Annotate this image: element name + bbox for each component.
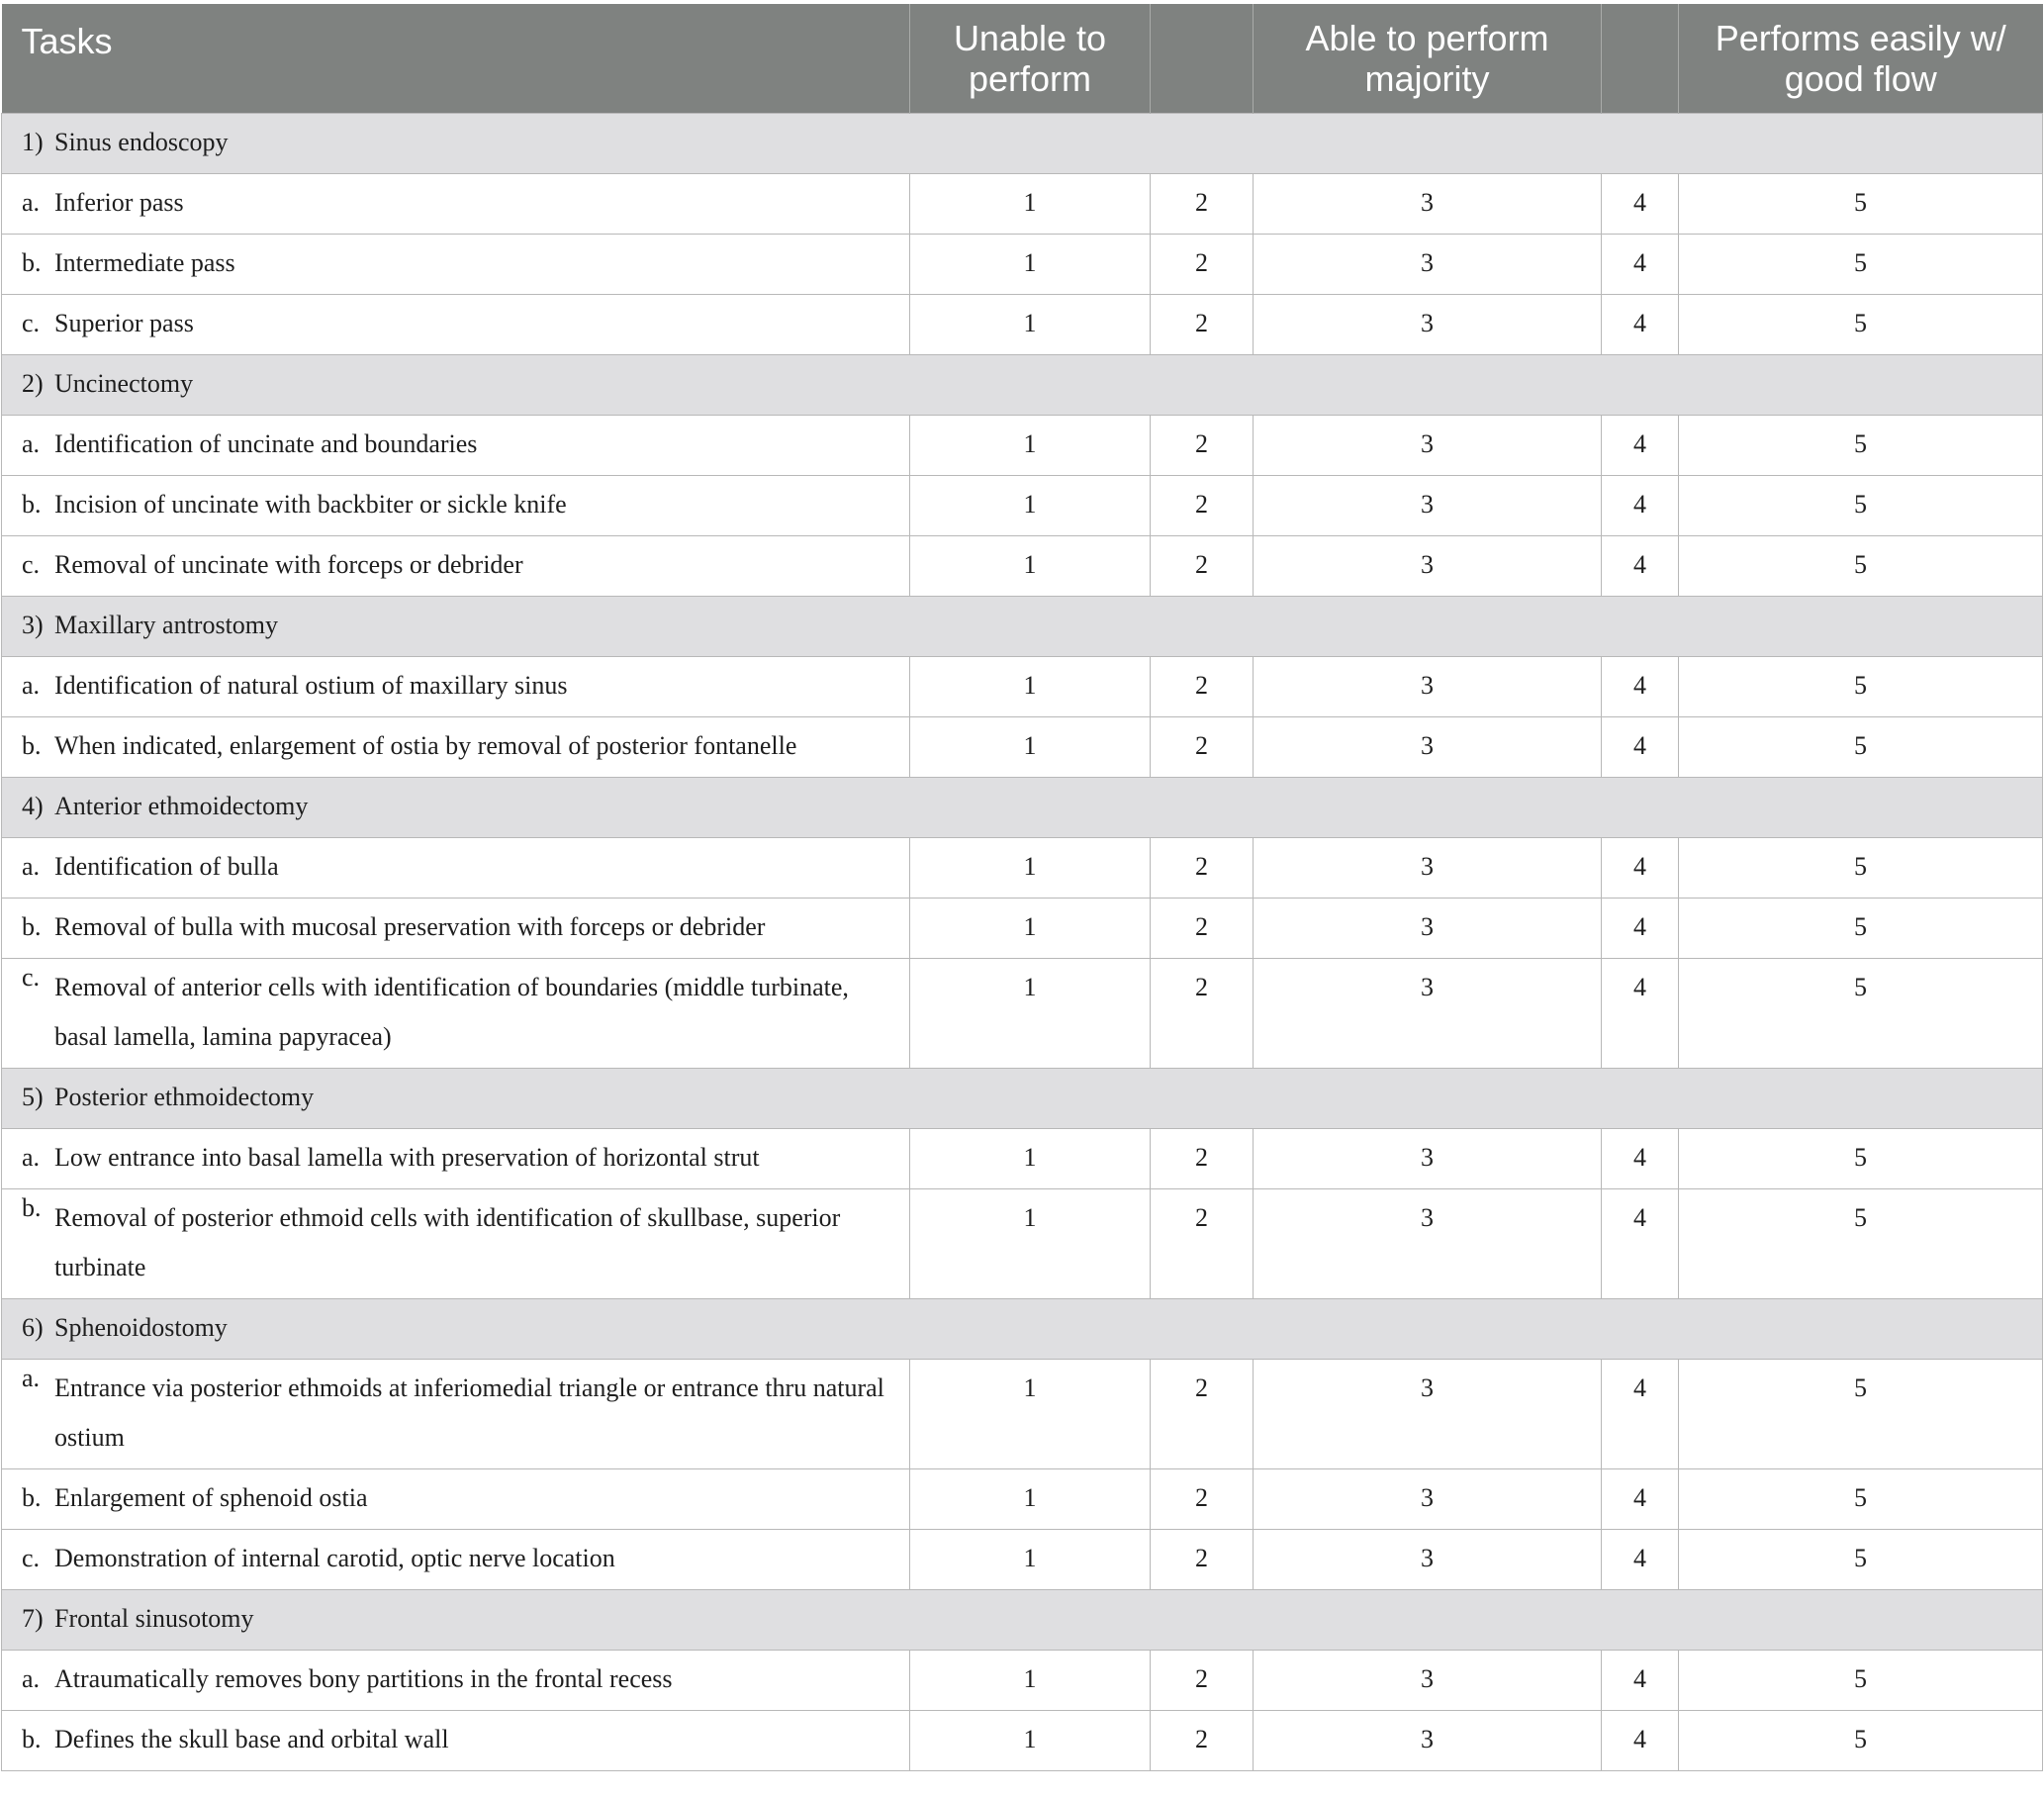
task-letter: b. <box>22 489 42 519</box>
score-1: 1 <box>910 535 1151 596</box>
table-row <box>2 173 2043 234</box>
task-cell <box>2 294 910 354</box>
task-description: Removal of bulla with mucosal preservation with forceps or debrider <box>54 911 766 941</box>
task-description: Identification of bulla <box>54 851 279 881</box>
score-2: 2 <box>1151 173 1254 234</box>
score-1: 1 <box>910 1128 1151 1188</box>
section-title <box>2 113 2043 173</box>
section-label: Posterior ethmoidectomy <box>54 1082 315 1111</box>
task-description: Inferior pass <box>54 187 184 217</box>
score-4: 4 <box>1602 1128 1679 1188</box>
score-3: 3 <box>1254 837 1602 898</box>
task-letter: b. <box>22 911 42 941</box>
table-row <box>2 898 2043 958</box>
table-row <box>2 716 2043 777</box>
table-row <box>2 1128 2043 1188</box>
score-2: 2 <box>1151 1468 1254 1529</box>
task-letter: a. <box>22 851 41 881</box>
section-label: Sphenoidostomy <box>54 1312 228 1342</box>
table-row <box>2 1468 2043 1529</box>
task-cell <box>2 415 910 475</box>
section-row <box>2 1298 2043 1359</box>
table-row <box>2 415 2043 475</box>
task-letter: a. <box>22 1363 41 1392</box>
score-5: 5 <box>1679 656 2043 716</box>
score-4: 4 <box>1602 716 1679 777</box>
task-description: Low entrance into basal lamella with preservation of horizontal strut <box>54 1142 760 1172</box>
header-scale-1: Unable to perform <box>910 4 1151 113</box>
score-1: 1 <box>910 294 1151 354</box>
score-2: 2 <box>1151 958 1254 1068</box>
score-1: 1 <box>910 958 1151 1068</box>
score-4: 4 <box>1602 1359 1679 1468</box>
task-cell <box>2 475 910 535</box>
section-label: Sinus endoscopy <box>54 127 229 156</box>
header-scale-3: Able to perform majority <box>1254 4 1602 113</box>
header-scale-4 <box>1602 4 1679 113</box>
task-description: Removal of anterior cells with identification of boundaries (middle turbinate, basal lamella, lamina papyracea) <box>54 972 849 1051</box>
score-5: 5 <box>1679 716 2043 777</box>
section-title <box>2 354 2043 415</box>
score-1: 1 <box>910 1188 1151 1298</box>
table-header <box>2 4 2043 113</box>
task-description: Intermediate pass <box>54 247 235 277</box>
section-title <box>2 777 2043 837</box>
score-3: 3 <box>1254 716 1602 777</box>
task-cell <box>2 234 910 294</box>
score-1: 1 <box>910 173 1151 234</box>
table-row <box>2 475 2043 535</box>
score-4: 4 <box>1602 475 1679 535</box>
task-cell <box>2 1529 910 1589</box>
header-scale-2 <box>1151 4 1254 113</box>
score-2: 2 <box>1151 535 1254 596</box>
task-letter: b. <box>22 1724 42 1753</box>
score-2: 2 <box>1151 1710 1254 1770</box>
score-2: 2 <box>1151 234 1254 294</box>
task-description: Demonstration of internal carotid, optic nerve location <box>54 1543 615 1572</box>
score-5: 5 <box>1679 1529 2043 1589</box>
section-row <box>2 1068 2043 1128</box>
task-cell <box>2 173 910 234</box>
table-row <box>2 1529 2043 1589</box>
section-title <box>2 596 2043 656</box>
task-letter: c. <box>22 308 41 337</box>
header-row <box>2 4 2043 113</box>
table-row <box>2 1359 2043 1468</box>
table-row <box>2 1650 2043 1710</box>
task-description: When indicated, enlargement of ostia by removal of posterior fontanelle <box>54 730 797 760</box>
score-4: 4 <box>1602 173 1679 234</box>
score-5: 5 <box>1679 415 2043 475</box>
table-row <box>2 535 2043 596</box>
score-4: 4 <box>1602 1650 1679 1710</box>
score-4: 4 <box>1602 1529 1679 1589</box>
section-row <box>2 596 2043 656</box>
table-row <box>2 294 2043 354</box>
score-4: 4 <box>1602 958 1679 1068</box>
task-letter: b. <box>22 1482 42 1512</box>
task-cell <box>2 535 910 596</box>
section-label: Frontal sinusotomy <box>54 1603 254 1633</box>
task-letter: c. <box>22 962 41 992</box>
score-4: 4 <box>1602 535 1679 596</box>
score-2: 2 <box>1151 475 1254 535</box>
task-letter: c. <box>22 549 41 579</box>
section-number: 4) <box>22 791 44 820</box>
task-letter: b. <box>22 247 42 277</box>
score-2: 2 <box>1151 1529 1254 1589</box>
task-description: Identification of natural ostium of maxillary sinus <box>54 670 568 700</box>
section-number: 7) <box>22 1603 44 1633</box>
task-letter: b. <box>22 1192 42 1222</box>
task-cell <box>2 656 910 716</box>
score-2: 2 <box>1151 1359 1254 1468</box>
score-1: 1 <box>910 1529 1151 1589</box>
score-3: 3 <box>1254 415 1602 475</box>
score-4: 4 <box>1602 1188 1679 1298</box>
score-4: 4 <box>1602 234 1679 294</box>
score-2: 2 <box>1151 898 1254 958</box>
score-4: 4 <box>1602 294 1679 354</box>
header-scale-5: Performs easily w/ good flow <box>1679 4 2043 113</box>
task-cell <box>2 958 910 1068</box>
score-4: 4 <box>1602 1710 1679 1770</box>
task-letter: c. <box>22 1543 41 1572</box>
section-number: 2) <box>22 368 44 398</box>
score-3: 3 <box>1254 656 1602 716</box>
task-letter: a. <box>22 428 41 458</box>
score-2: 2 <box>1151 716 1254 777</box>
score-2: 2 <box>1151 1128 1254 1188</box>
table-row <box>2 958 2043 1068</box>
task-cell <box>2 1650 910 1710</box>
task-description: Identification of uncinate and boundaries <box>54 428 478 458</box>
task-description: Atraumatically removes bony partitions in the frontal recess <box>54 1663 673 1693</box>
task-cell <box>2 1128 910 1188</box>
score-1: 1 <box>910 415 1151 475</box>
score-5: 5 <box>1679 1468 2043 1529</box>
section-label: Anterior ethmoidectomy <box>54 791 309 820</box>
task-cell <box>2 837 910 898</box>
score-5: 5 <box>1679 1128 2043 1188</box>
score-5: 5 <box>1679 173 2043 234</box>
score-4: 4 <box>1602 837 1679 898</box>
score-5: 5 <box>1679 1650 2043 1710</box>
score-1: 1 <box>910 837 1151 898</box>
score-5: 5 <box>1679 1359 2043 1468</box>
score-1: 1 <box>910 234 1151 294</box>
score-2: 2 <box>1151 415 1254 475</box>
task-description: Defines the skull base and orbital wall <box>54 1724 449 1753</box>
section-label: Uncinectomy <box>54 368 194 398</box>
section-title <box>2 1589 2043 1650</box>
task-cell <box>2 1188 910 1298</box>
score-5: 5 <box>1679 958 2043 1068</box>
section-row <box>2 1589 2043 1650</box>
section-number: 3) <box>22 610 44 639</box>
task-cell <box>2 1710 910 1770</box>
score-2: 2 <box>1151 656 1254 716</box>
task-letter: a. <box>22 670 41 700</box>
table-row <box>2 1188 2043 1298</box>
score-4: 4 <box>1602 1468 1679 1529</box>
score-1: 1 <box>910 1650 1151 1710</box>
score-5: 5 <box>1679 294 2043 354</box>
score-4: 4 <box>1602 898 1679 958</box>
task-letter: b. <box>22 730 42 760</box>
score-3: 3 <box>1254 1359 1602 1468</box>
score-3: 3 <box>1254 958 1602 1068</box>
score-3: 3 <box>1254 173 1602 234</box>
score-5: 5 <box>1679 535 2043 596</box>
score-5: 5 <box>1679 898 2043 958</box>
score-2: 2 <box>1151 1650 1254 1710</box>
score-3: 3 <box>1254 1650 1602 1710</box>
section-label: Maxillary antrostomy <box>54 610 279 639</box>
score-5: 5 <box>1679 1710 2043 1770</box>
score-3: 3 <box>1254 1128 1602 1188</box>
score-3: 3 <box>1254 1188 1602 1298</box>
task-letter: a. <box>22 1142 41 1172</box>
section-title <box>2 1298 2043 1359</box>
task-description: Enlargement of sphenoid ostia <box>54 1482 368 1512</box>
section-row <box>2 113 2043 173</box>
score-1: 1 <box>910 898 1151 958</box>
header-tasks: Tasks <box>2 4 910 113</box>
score-3: 3 <box>1254 535 1602 596</box>
section-number: 5) <box>22 1082 44 1111</box>
task-rating-table <box>1 4 2043 1771</box>
task-description: Incision of uncinate with backbiter or sickle knife <box>54 489 567 519</box>
task-description: Superior pass <box>54 308 194 337</box>
task-cell <box>2 898 910 958</box>
score-5: 5 <box>1679 1188 2043 1298</box>
score-1: 1 <box>910 1359 1151 1468</box>
score-5: 5 <box>1679 837 2043 898</box>
section-row <box>2 354 2043 415</box>
score-1: 1 <box>910 716 1151 777</box>
score-2: 2 <box>1151 837 1254 898</box>
table-row <box>2 1710 2043 1770</box>
score-4: 4 <box>1602 415 1679 475</box>
task-letter: a. <box>22 187 41 217</box>
section-number: 1) <box>22 127 44 156</box>
task-description: Removal of uncinate with forceps or debrider <box>54 549 523 579</box>
score-5: 5 <box>1679 234 2043 294</box>
score-3: 3 <box>1254 1529 1602 1589</box>
score-1: 1 <box>910 475 1151 535</box>
table-body <box>2 113 2043 1770</box>
score-3: 3 <box>1254 898 1602 958</box>
score-3: 3 <box>1254 234 1602 294</box>
score-3: 3 <box>1254 475 1602 535</box>
section-number: 6) <box>22 1312 44 1342</box>
score-2: 2 <box>1151 294 1254 354</box>
score-1: 1 <box>910 1710 1151 1770</box>
task-cell <box>2 1359 910 1468</box>
task-cell <box>2 716 910 777</box>
section-title <box>2 1068 2043 1128</box>
table-row <box>2 234 2043 294</box>
score-1: 1 <box>910 656 1151 716</box>
table-row <box>2 837 2043 898</box>
table-row <box>2 656 2043 716</box>
score-5: 5 <box>1679 475 2043 535</box>
score-3: 3 <box>1254 1710 1602 1770</box>
task-description: Entrance via posterior ethmoids at inferiomedial triangle or entrance thru natural ostium <box>54 1372 884 1452</box>
task-letter: a. <box>22 1663 41 1693</box>
section-row <box>2 777 2043 837</box>
score-3: 3 <box>1254 1468 1602 1529</box>
task-cell <box>2 1468 910 1529</box>
score-2: 2 <box>1151 1188 1254 1298</box>
score-4: 4 <box>1602 656 1679 716</box>
score-3: 3 <box>1254 294 1602 354</box>
score-1: 1 <box>910 1468 1151 1529</box>
task-description: Removal of posterior ethmoid cells with identification of skullbase, superior turbinate <box>54 1202 841 1281</box>
